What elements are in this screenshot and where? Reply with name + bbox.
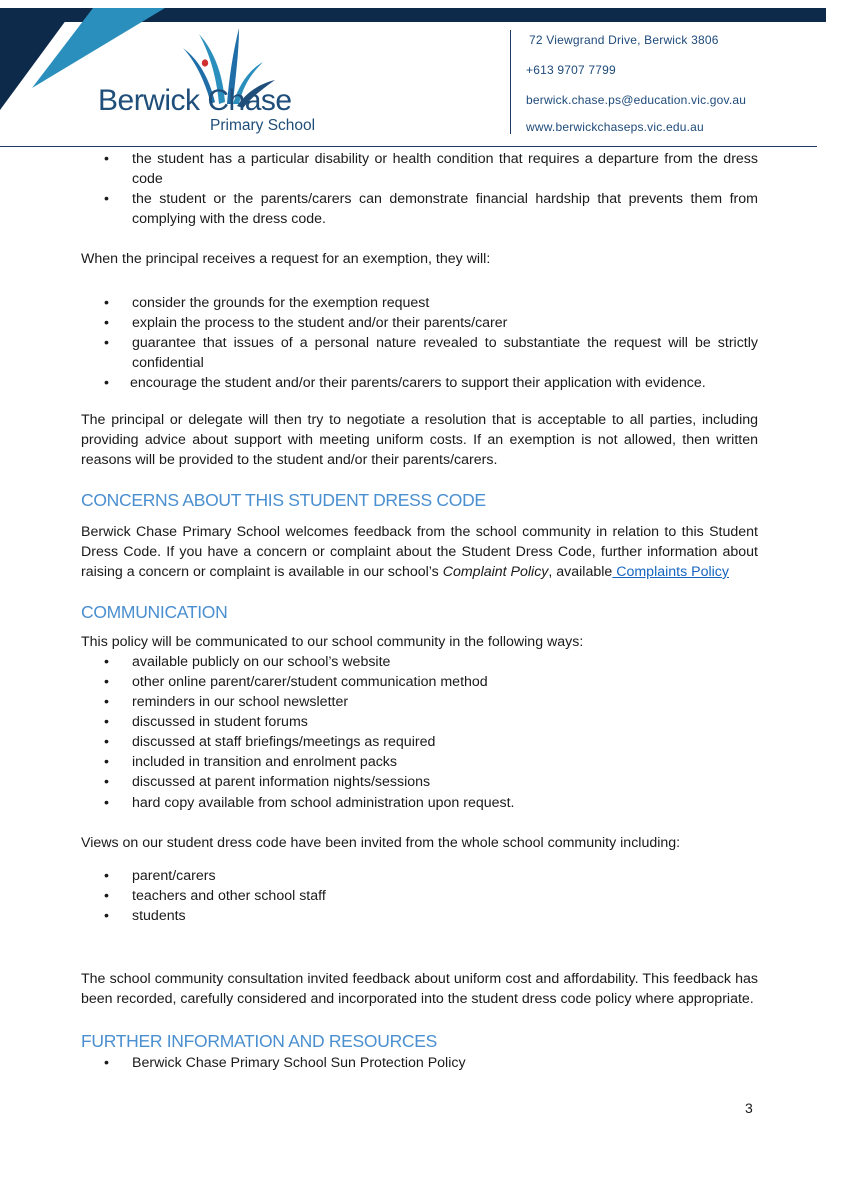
bullet-icon: •: [104, 1055, 109, 1071]
bullet-icon: •: [104, 295, 109, 311]
bullet-icon: •: [104, 375, 109, 391]
list-item: • explain the process to the student and/or their parents/carer: [104, 315, 508, 331]
principal-resolution: The principal or delegate will then try to negotiate a resolution that is acceptable to all parties, including providing advice about support with meeting uniform costs. If an exemption is not allowed, then written reasons will be provided to the student and/or their parents/carers.: [81, 412, 758, 468]
contact-email[interactable]: berwick.chase.ps@education.vic.gov.au: [526, 93, 747, 107]
contact-phone: +613 9707 7799: [526, 63, 616, 77]
list-item: • encourage the student and/or their parents/carers to support their application with evidence.: [104, 375, 706, 391]
list-item: • other online parent/carer/student communication method: [104, 674, 488, 690]
list-item: • parent/carers: [104, 868, 216, 884]
list-item: • discussed at staff briefings/meetings as required: [104, 734, 436, 750]
contact-website[interactable]: www.berwickchaseps.vic.edu.au: [526, 120, 704, 134]
bullet-icon: •: [104, 335, 109, 351]
bullet-icon: •: [104, 191, 109, 207]
bullet-icon: •: [104, 734, 109, 750]
page-number: 3: [745, 1100, 753, 1116]
communication-heading: COMMUNICATION: [81, 602, 228, 622]
list-item: • reminders in our school newsletter: [104, 694, 349, 710]
bullet-icon: •: [104, 754, 109, 770]
list-item: • guarantee that issues of a personal nature revealed to substantiate the request will be strictly confidential: [104, 335, 758, 371]
bullet-icon: •: [104, 888, 109, 904]
bullet-icon: •: [104, 795, 109, 811]
list-item: • included in transition and enrolment packs: [104, 754, 397, 770]
list-item: • teachers and other school staff: [104, 888, 326, 904]
list-item: • discussed in student forums: [104, 714, 308, 730]
complaints-policy-link[interactable]: Complaints Policy: [612, 564, 729, 580]
list-item: • students: [104, 908, 186, 924]
bullet-icon: •: [104, 774, 109, 790]
principal-intro: When the principal receives a request for an exemption, they will:: [81, 251, 491, 267]
concerns-paragraph: Berwick Chase Primary School welcomes feedback from the school community in relation to this Student Dress Code. If you have a concern or complaint about the Student Dress Code, further information about raising a concern or complaint is available in our school’s Complaint Policy, available Complaints Policy: [81, 524, 758, 580]
contact-address: 72 Viewgrand Drive, Berwick 3806: [529, 33, 719, 47]
bullet-icon: •: [104, 151, 109, 167]
school-logo-name: Berwick Chase: [98, 84, 292, 117]
list-item: • available publicly on our school’s website: [104, 654, 391, 670]
list-item: • the student or the parents/carers can demonstrate financial hardship that prevents them from complying with the dress code.: [104, 191, 758, 227]
communication-intro: This policy will be communicated to our school community in the following ways:: [81, 634, 584, 650]
consultation-paragraph: The school community consultation invited feedback about uniform cost and affordability. This feedback has been recorded, carefully considered and incorporated into the student dress code policy where appropriate.: [81, 971, 758, 1007]
views-intro: Views on our student dress code have been invited from the whole school community including:: [81, 835, 681, 851]
letterhead: [0, 0, 849, 150]
bullet-icon: •: [104, 315, 109, 331]
bullet-icon: •: [104, 714, 109, 730]
list-item: • Berwick Chase Primary School Sun Protection Policy: [104, 1055, 466, 1071]
concerns-heading: CONCERNS ABOUT THIS STUDENT DRESS CODE: [81, 490, 486, 510]
list-item: • consider the grounds for the exemption request: [104, 295, 430, 311]
bullet-icon: •: [104, 674, 109, 690]
document-body: [81, 146, 758, 1073]
list-item: • the student has a particular disability or health condition that requires a departure from the dress code: [104, 151, 758, 187]
school-logo-subtitle: Primary School: [210, 117, 316, 134]
further-info-heading: FURTHER INFORMATION AND RESOURCES: [81, 1031, 438, 1051]
bullet-icon: •: [104, 694, 109, 710]
list-item: • hard copy available from school administration upon request.: [104, 795, 515, 811]
bullet-icon: •: [104, 908, 109, 924]
contact-divider: [510, 30, 511, 134]
bullet-icon: •: [104, 868, 109, 884]
list-item: • discussed at parent information nights/sessions: [104, 774, 431, 790]
bullet-icon: •: [104, 654, 109, 670]
